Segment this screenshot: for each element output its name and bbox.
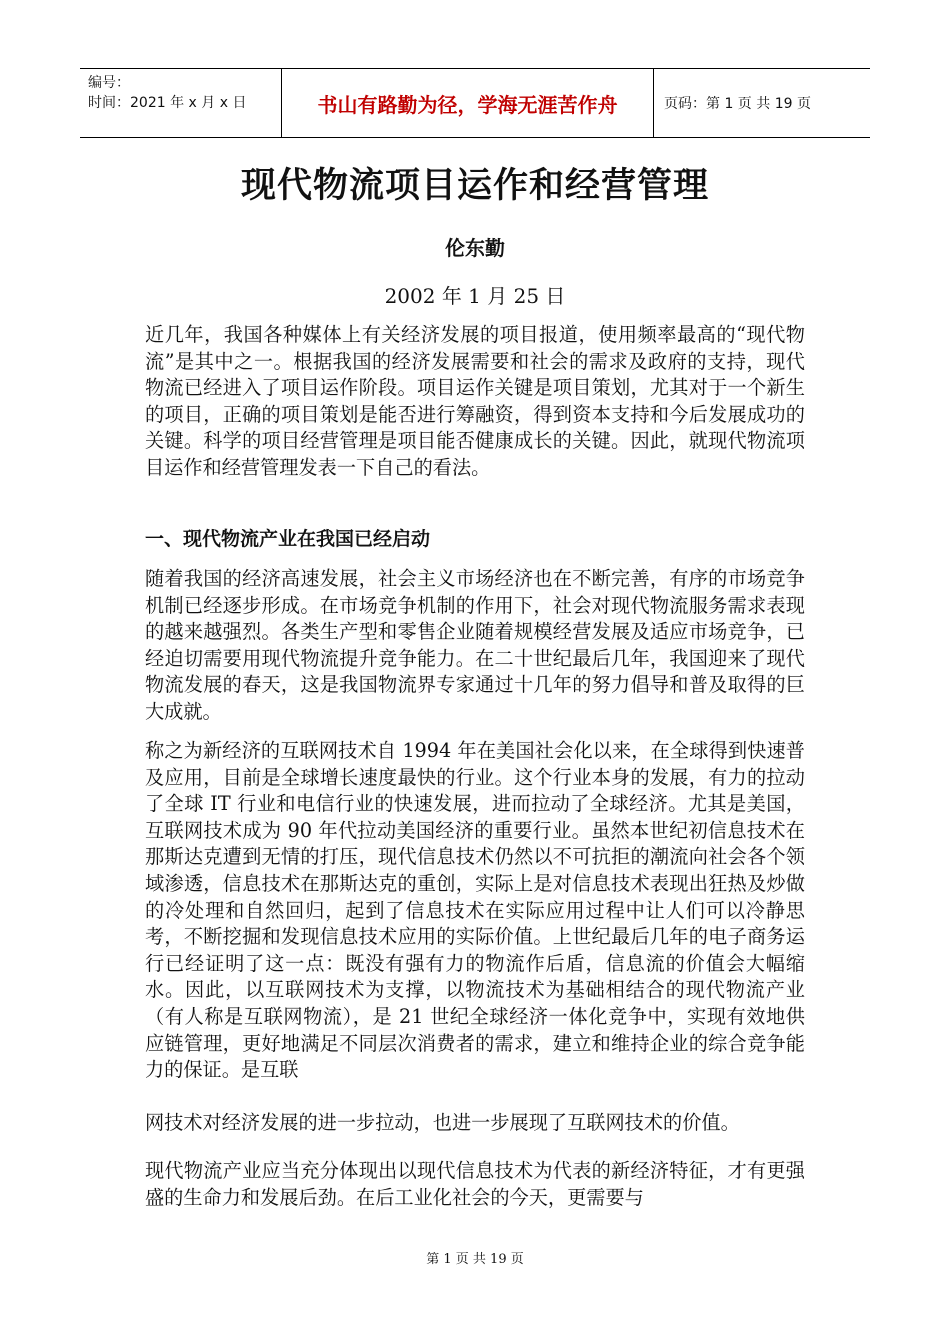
page-footer: 第 1 页 共 19 页 — [426, 1252, 524, 1267]
paragraph-2: 称之为新经济的互联网技术自 1994 年在美国社会化以来，在全球得到快速普及应用，目前是全球增长速度最快的行业。这个行业本身的发展，有力的拉动了全球 IT 行业和电信行业的快速发展，进而拉动了全球经济。尤其是美国，互联网技术成为 90 年代拉动美国经济的重要行业。虽然本世纪初信息技术在那斯达克遭到无情的打压，现代信息技术仍然以不可抗拒的潮流向社会各个领域渗透，信息技术在那斯达克的重创，实际上是对信息技术表现出狂热及炒做的冷处理和自然回归，起到了信息技术在实际应用过程中让人们可以冷静思考，不断挖掘和发现信息技术应用的实际价值。上世纪最后几年的电子商务运行已经证明了这一点：既没有强有力的物流作后盾，信息流的价值会大幅缩水。因此，以互联网技术为支撑，以物流技术为基础相结合的现代物流产业（有人称是互联网物流），是 21 世纪全球经济一体化竞争中，实现有效地供应链管理，更好地满足不同层次消费者的需求，建立和维持企业的综合竞争能力的保证。是互联 — [145, 739, 805, 1082]
number-label: 编号： — [88, 75, 130, 91]
paragraph-4: 现代物流产业应当充分体现出以现代信息技术为代表的新经济特征，才有更强盛的生命力和发展后劲。在后工业化社会的今天，更需要与 — [145, 1159, 805, 1209]
time-label: 时间：2021 年 x 月 x 日 — [88, 95, 247, 111]
document-date: 2002 年 1 月 25 日 — [384, 284, 566, 308]
header-meta — [80, 69, 281, 137]
paragraph-1: 随着我国的经济高速发展，社会主义市场经济也在不断完善，有序的市场竞争机制已经逐步形成。在市场竞争机制的作用下，社会对现代物流服务需求表现的越来越强烈。各类生产型和零售企业随着规模经营发展及适应市场竞争，已经迫切需要用现代物流提升竞争能力。在二十世纪最后几年，我国迎来了现代物流发展的春天，这是我国物流界专家通过十几年的努力倡导和普及取得的巨大成就。 — [145, 567, 805, 723]
header-page-info: 页码：第 1 页 共 19 页 — [664, 96, 811, 112]
section-heading: 一、现代物流产业在我国已经启动 — [145, 528, 431, 550]
document-author: 伦东勤 — [445, 236, 505, 260]
header-table — [80, 68, 870, 138]
intro-paragraph: 近几年，我国各种媒体上有关经济发展的项目报道，使用频率最高的“现代物流”是其中之一。根据我国的经济发展需要和社会的需求及政府的支持，现代物流已经进入了项目运作阶段。项目运作关键是项目策划，尤其对于一个新生的项目，正确的项目策划是能否进行筹融资，得到资本支持和今后发展成功的关键。科学的项目经营管理是项目能否健康成长的关键。因此，就现代物流项目运作和经营管理发表一下自己的看法。 — [145, 323, 805, 479]
paragraph-3: 网技术对经济发展的进一步拉动，也进一步展现了互联网技术的价值。 — [145, 1111, 740, 1134]
document-title: 现代物流项目运作和经营管理 — [240, 166, 709, 206]
header-motto: 书山有路勤为径，学海无涯苦作舟 — [281, 69, 654, 137]
